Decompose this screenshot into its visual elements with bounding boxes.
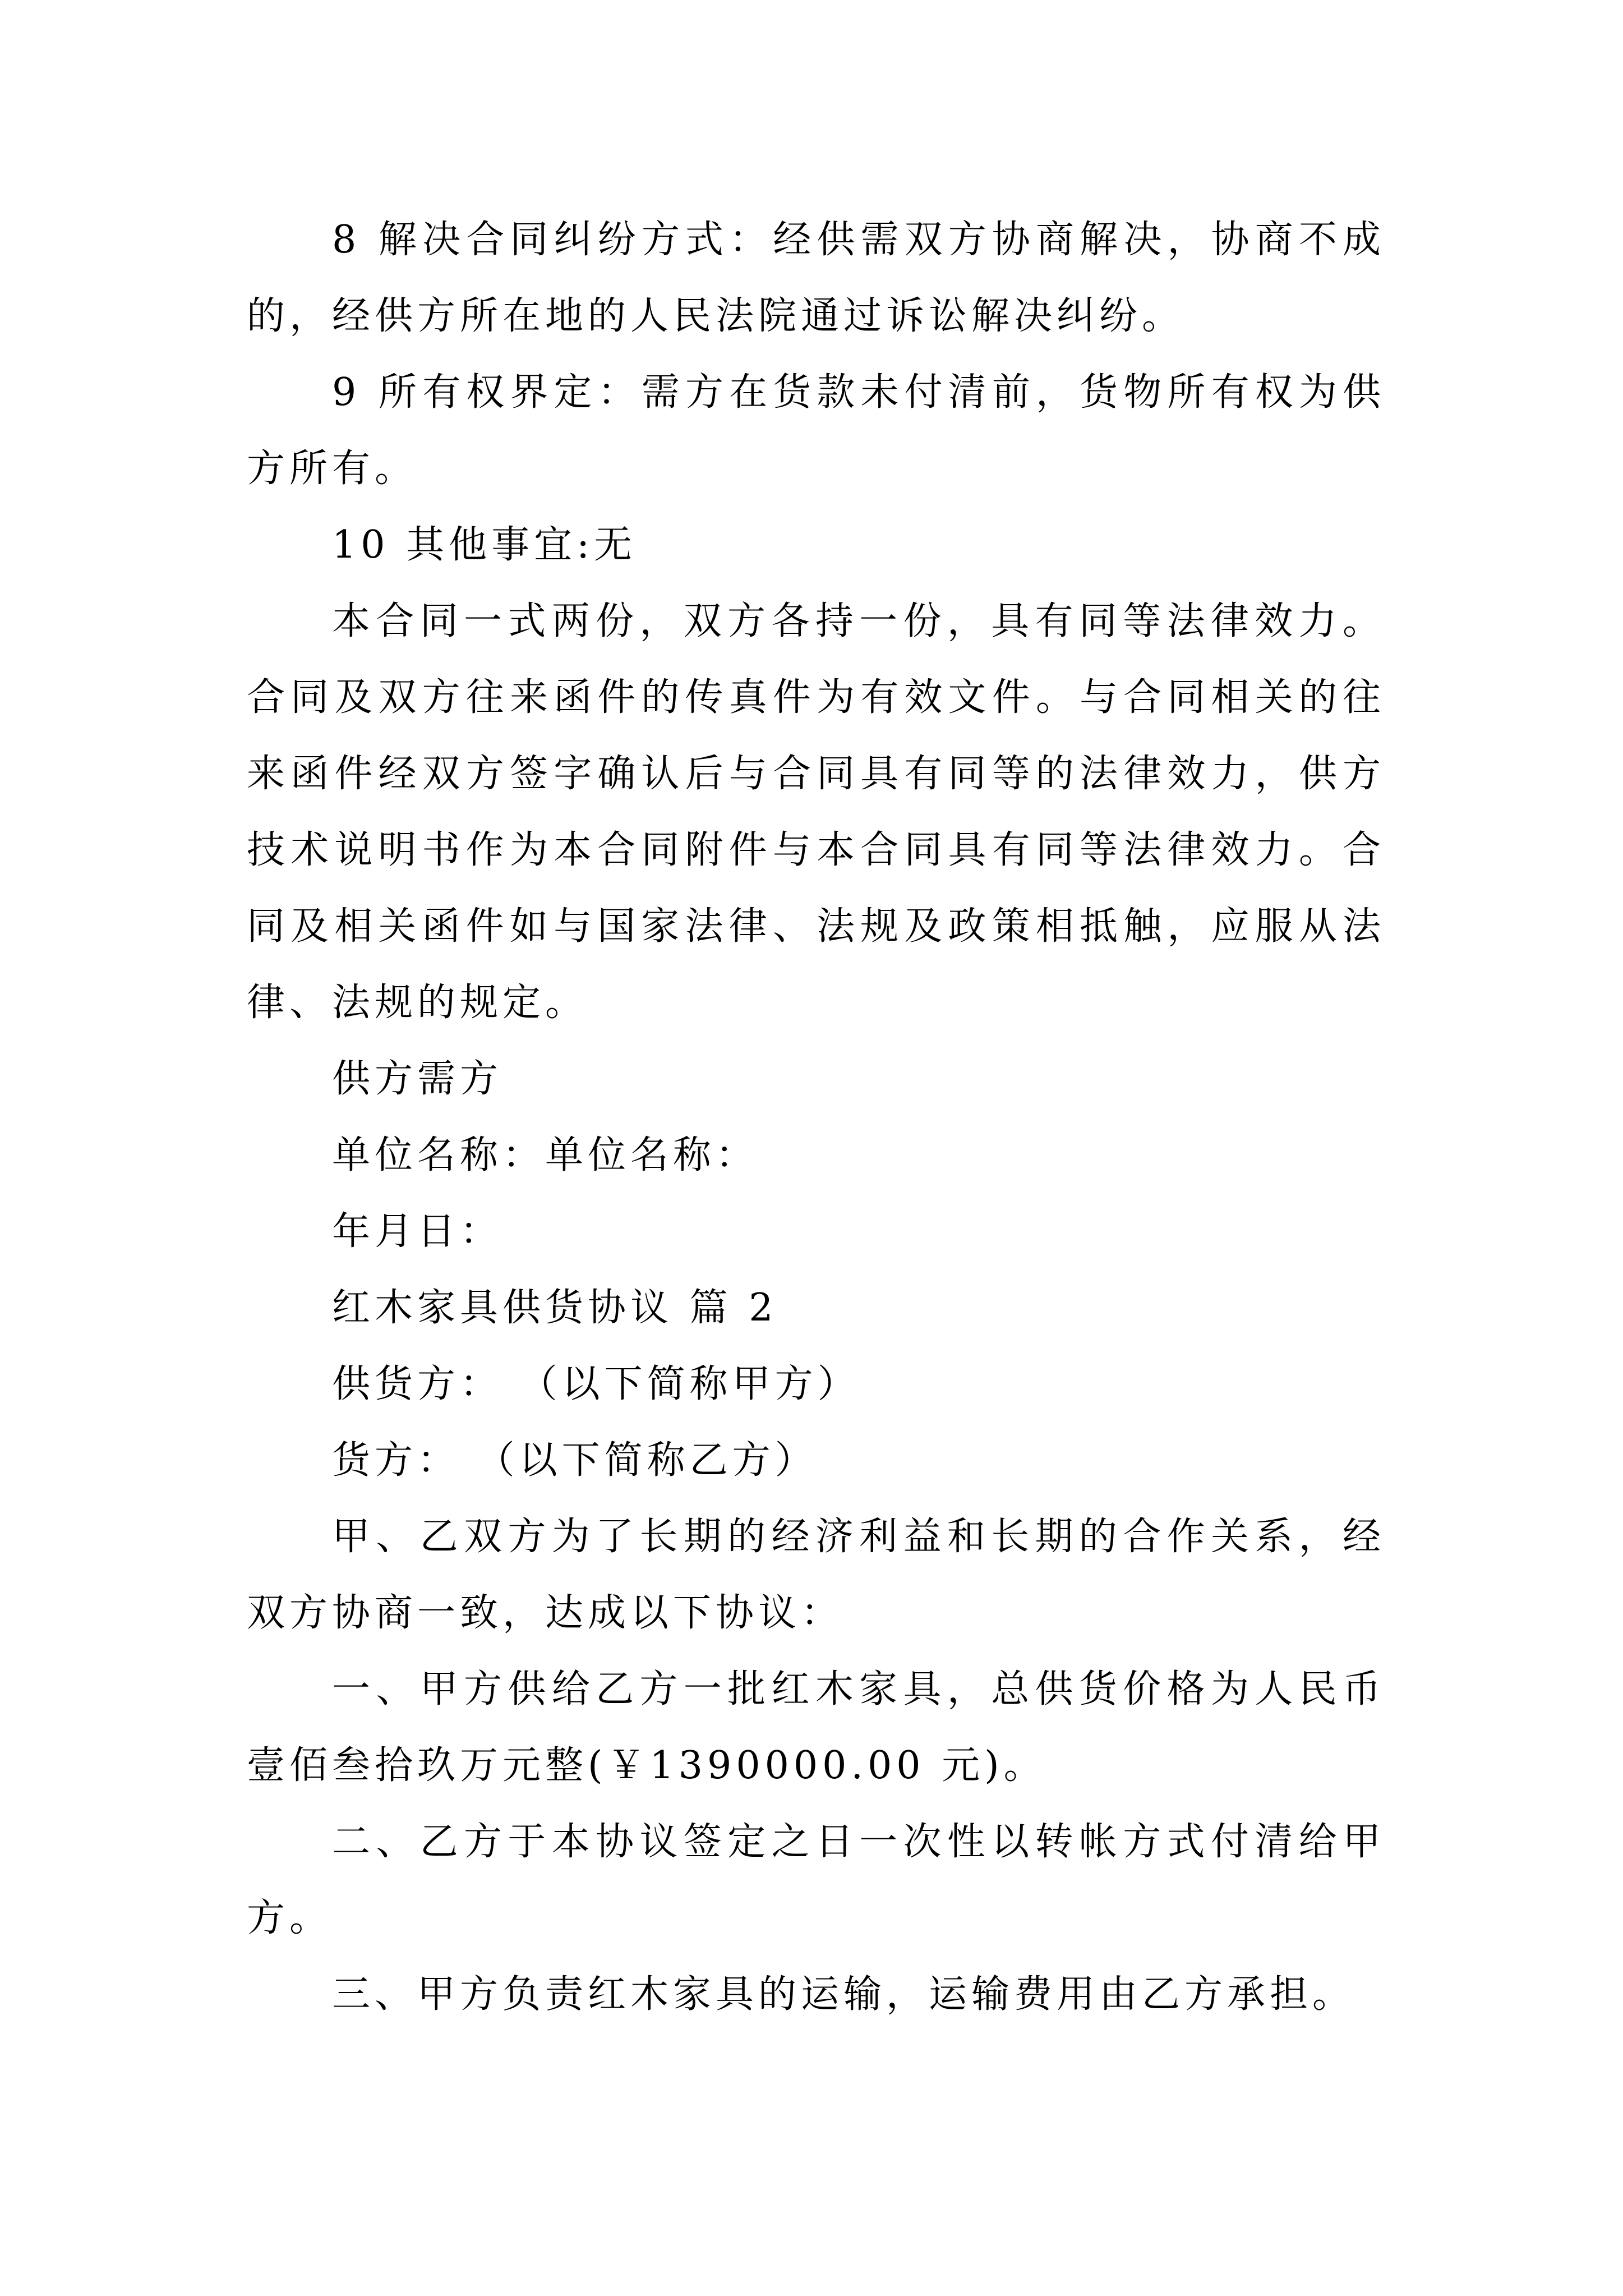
clause-3-transport: 三、甲方负责红木家具的运输，运输费用由乙方承担。 — [332, 1972, 1355, 2017]
signature-date: 年月日： — [332, 1209, 503, 1254]
section-title: 红木家具供货协议 篇 2 — [332, 1286, 778, 1330]
document-body — [247, 202, 1385, 2033]
clause-1-price: 一、甲方供给乙方一批红木家具，总供货价格为人民币壹佰叁拾玖万元整(￥1390000.00 元)。 — [247, 1667, 1385, 1788]
paragraph-other-matters: 10 其他事宜:无 — [332, 523, 637, 567]
paragraph-ownership: 9 所有权界定：需方在货款未付清前，货物所有权为供方所有。 — [247, 370, 1385, 491]
clause-2-payment: 二、乙方于本协议签定之日一次性以转帐方式付清给甲方。 — [247, 1820, 1385, 1940]
paragraph-agreement-intro: 甲、乙双方为了长期的经济利益和长期的合作关系，经双方协商一致，达成以下协议： — [247, 1515, 1385, 1635]
signature-unit-names: 单位名称：单位名称： — [332, 1133, 759, 1177]
supplier-line: 供货方： （以下简称甲方） — [332, 1362, 860, 1406]
paragraph-contract-copies: 本合同一式两份，双方各持一份，具有同等法律效力。合同及双方往来函件的传真件为有效文件。与合同相关的往来函件经双方签字确认后与合同具有同等的法律效力，供方技术说明书作为本合同附件与本合同具有同等法律效力。合同及相关函件如与国家法律、法规及政策相抵触，应服从法律、法规的规定。 — [247, 599, 1385, 1025]
signature-parties: 供方需方 — [332, 1057, 503, 1101]
paragraph-dispute-resolution: 8 解决合同纠纷方式：经供需双方协商解决，协商不成的，经供方所在地的人民法院通过诉讼解决纠纷。 — [247, 218, 1385, 338]
buyer-line: 货方： （以下简称乙方） — [332, 1438, 818, 1483]
